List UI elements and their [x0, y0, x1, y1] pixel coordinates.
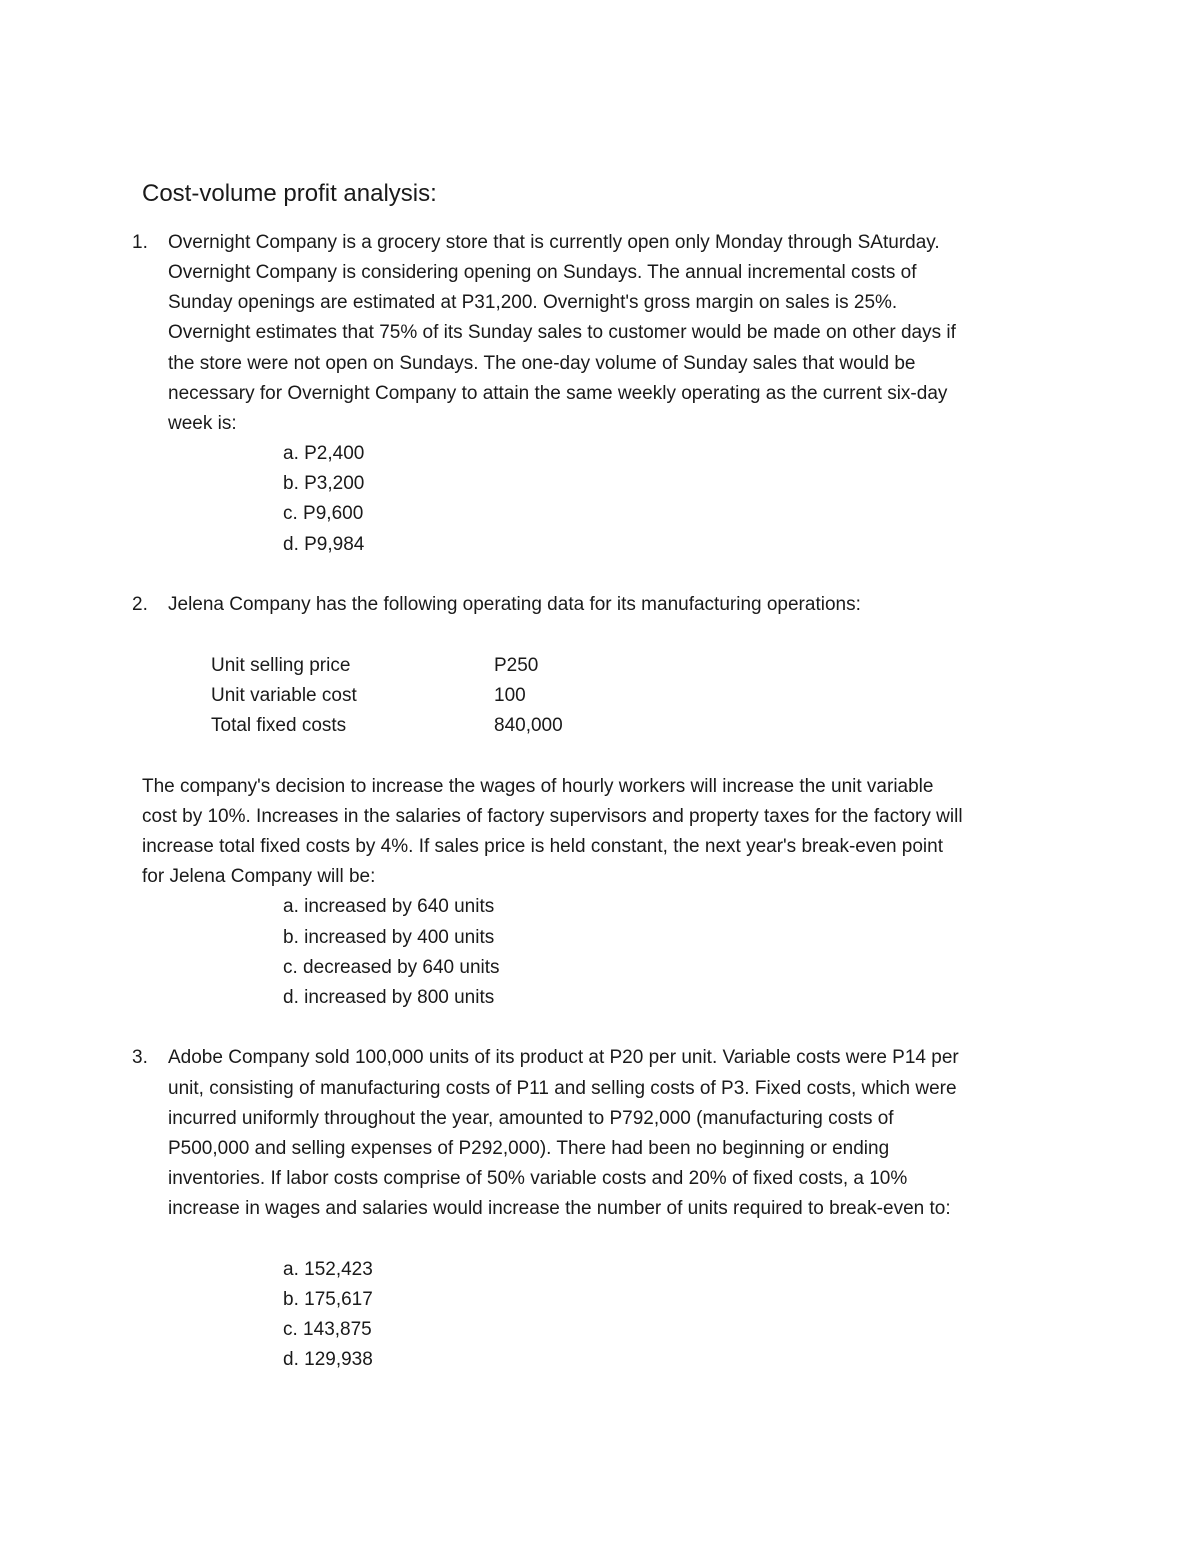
question-2-choice-b: b. increased by 400 units: [283, 927, 495, 948]
question-3-line: increase in wages and salaries would increase the number of units required to break-even to:: [168, 1198, 951, 1219]
question-3-line: P500,000 and selling expenses of P292,000). There had been no beginning or ending: [168, 1138, 890, 1159]
question-1-line: Sunday openings are estimated at P31,200. Overnight's gross margin on sales is 25%.: [168, 292, 898, 313]
question-1-number: 1.: [132, 232, 148, 253]
question-2-choice-d: d. increased by 800 units: [283, 987, 495, 1008]
question-2-line: for Jelena Company will be:: [142, 866, 376, 887]
question-1-line: necessary for Overnight Company to attain the same weekly operating as the current six-day: [168, 383, 948, 404]
question-3-line: unit, consisting of manufacturing costs of P11 and selling costs of P3. Fixed costs, which were: [168, 1078, 957, 1099]
table-label-unit-selling-price: Unit selling price: [211, 655, 351, 676]
question-2-choice-c: c. decreased by 640 units: [283, 957, 500, 978]
question-1-line: the store were not open on Sundays. The one-day volume of Sunday sales that would be: [168, 353, 916, 374]
question-3-line: incurred uniformly throughout the year, amounted to P792,000 (manufacturing costs of: [168, 1108, 894, 1129]
question-2-number: 2.: [132, 594, 148, 615]
question-3-choice-c: c. 143,875: [283, 1319, 372, 1340]
question-1-choice-a: a. P2,400: [283, 443, 365, 464]
question-1-choice-b: b. P3,200: [283, 473, 365, 494]
question-2-line: increase total fixed costs by 4%. If sales price is held constant, the next year's break-even point: [142, 836, 943, 857]
question-3-number: 3.: [132, 1047, 148, 1068]
question-3-line: inventories. If labor costs comprise of 50% variable costs and 20% of fixed costs, a 10%: [168, 1168, 908, 1189]
table-value-unit-variable-cost: 100: [494, 685, 526, 706]
question-3-choice-b: b. 175,617: [283, 1289, 373, 1310]
page-title: Cost-volume profit analysis:: [142, 180, 437, 207]
question-1-choice-c: c. P9,600: [283, 503, 364, 524]
question-2-choice-a: a. increased by 640 units: [283, 896, 495, 917]
question-3-choice-d: d. 129,938: [283, 1349, 373, 1370]
table-value-unit-selling-price: P250: [494, 655, 539, 676]
table-value-total-fixed-costs: 840,000: [494, 715, 563, 736]
question-1-line: week is:: [168, 413, 237, 434]
question-3-line: Adobe Company sold 100,000 units of its product at P20 per unit. Variable costs were P14 per: [168, 1047, 959, 1068]
question-1-choice-d: d. P9,984: [283, 534, 365, 555]
question-2-line: The company's decision to increase the wages of hourly workers will increase the unit variable: [142, 776, 934, 797]
table-label-unit-variable-cost: Unit variable cost: [211, 685, 357, 706]
question-3-choice-a: a. 152,423: [283, 1259, 373, 1280]
question-2-intro: Jelena Company has the following operating data for its manufacturing operations:: [168, 594, 861, 615]
question-1-line: Overnight Company is considering opening on Sundays. The annual incremental costs of: [168, 262, 917, 283]
table-label-total-fixed-costs: Total fixed costs: [211, 715, 347, 736]
question-2-line: cost by 10%. Increases in the salaries of factory supervisors and property taxes for the factory will: [142, 806, 963, 827]
question-1-line: Overnight Company is a grocery store that is currently open only Monday through SAturday.: [168, 232, 940, 253]
question-1-line: Overnight estimates that 75% of its Sunday sales to customer would be made on other days if: [168, 322, 956, 343]
